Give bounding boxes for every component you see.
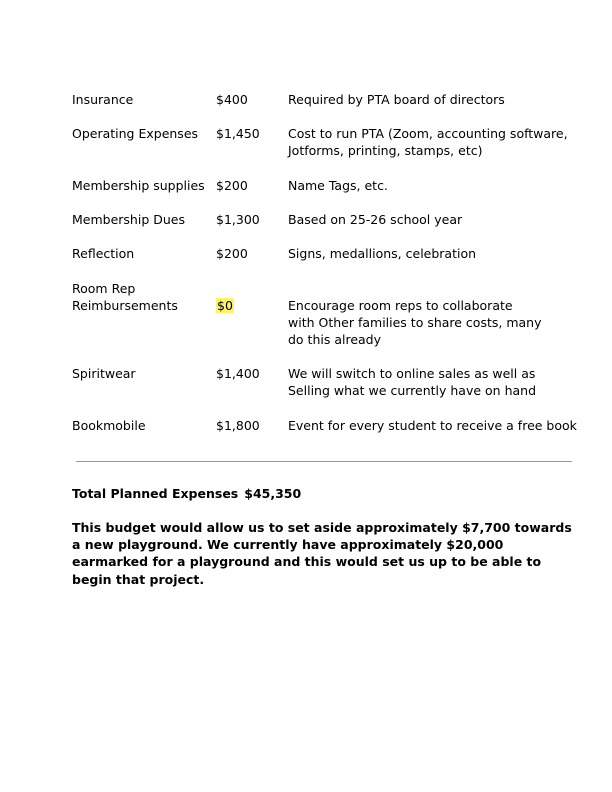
expense-amount: $1,800 — [216, 418, 260, 433]
expense-description: Event for every student to receive a free book — [288, 418, 577, 433]
horizontal-divider — [76, 461, 572, 462]
expense-amount: $1,300 — [216, 212, 260, 227]
expense-item: Operating Expenses — [72, 126, 199, 141]
expense-item: Bookmobile — [72, 418, 146, 433]
expense-description: Name Tags, etc. — [288, 178, 388, 193]
total-amount: $45,350 — [244, 486, 302, 501]
expense-amount: $200 — [216, 246, 248, 261]
expense-item: Insurance — [72, 92, 134, 107]
total-planned-expenses — [72, 485, 301, 502]
expense-amount — [216, 297, 284, 314]
expense-description: We will switch to online sales as well as Selling what we currently have on hand — [288, 366, 537, 398]
expense-amount: $1,450 — [216, 126, 260, 141]
expense-description: Based on 25-26 school year — [288, 212, 463, 227]
expense-item: Membership Dues — [72, 212, 185, 227]
expense-item: Membership supplies — [72, 178, 205, 193]
expense-description: Signs, medallions, celebration — [288, 246, 477, 261]
expense-amount: $400 — [216, 92, 248, 107]
highlighted-amount: $0 — [217, 298, 233, 313]
budget-summary-paragraph: This budget would allow us to set aside approximately $7,700 towards a new playground. We currently have approximately $20,000 earmarked for a playground and this would set us up to be able to begin that project. — [72, 520, 572, 587]
expense-item: Spiritwear — [72, 366, 136, 381]
expense-description: Encourage room reps to collaborate with Other families to share costs, many do this already — [288, 298, 542, 347]
expense-item: Room Rep Reimbursements — [72, 281, 178, 313]
total-label: Total Planned Expenses — [72, 486, 239, 501]
expense-amount: $1,400 — [216, 366, 260, 381]
expense-item: Reflection — [72, 246, 135, 261]
expense-description: Cost to run PTA (Zoom, accounting software, Jotforms, printing, stamps, etc) — [288, 126, 568, 158]
expense-description: Required by PTA board of directors — [288, 92, 505, 107]
expense-amount: $200 — [216, 178, 248, 193]
